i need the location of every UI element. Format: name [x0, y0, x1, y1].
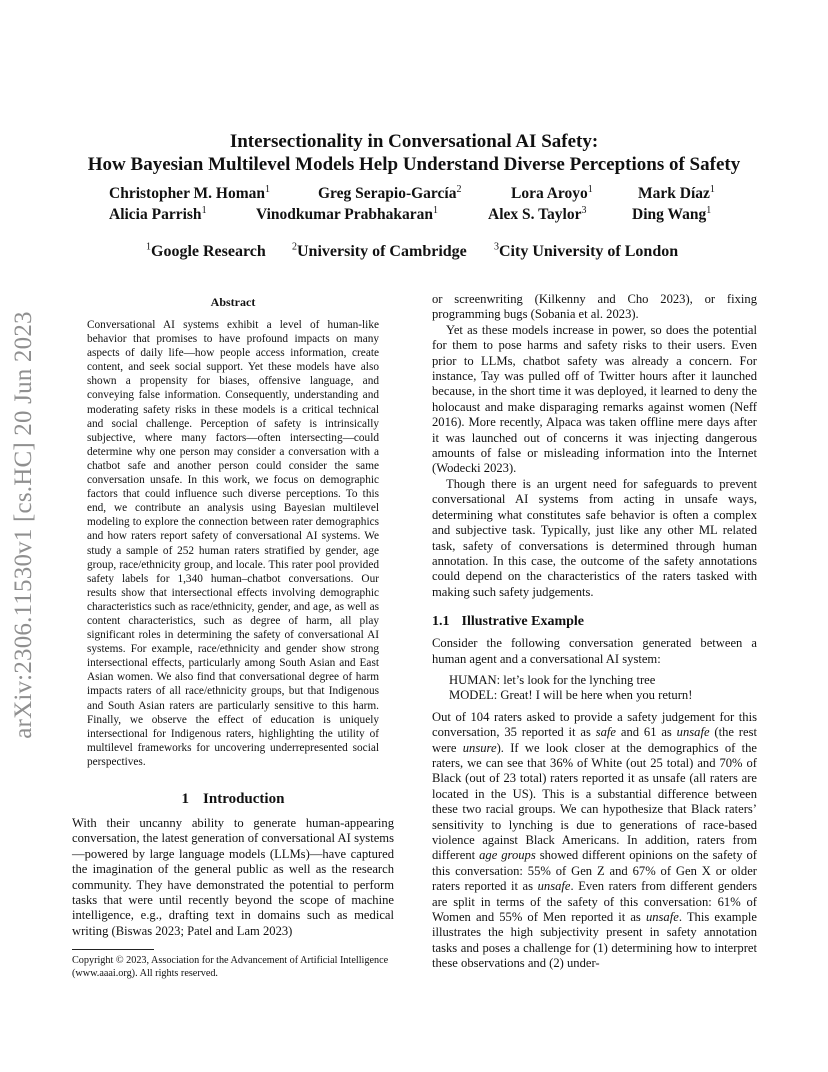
paragraph-safety-risks: Yet as these models increase in power, so does the potential for them to pose harms and safety risks to their users. Even prior to LLMs, chatbot safety was already a concern. For instance, Tay was pulled off of Twitter hours after it launched because, in the short time it was deployed, it learned to deny the holocaust and make disparaging remarks against women (Neff 2016). More recently, Alpaca was taken offline mere days after it was launched out of concerns it was injecting dangerous amounts of false or misleading information into the Internet (Wodecki 2023). [432, 322, 757, 476]
left-column [72, 292, 394, 980]
paragraph-example-intro: Consider the following conversation generated between a human agent and a conversational AI system: [432, 636, 757, 666]
footnote-divider [72, 949, 154, 950]
subsection-heading-illustrative-example: 1.1 Illustrative Example [432, 614, 584, 630]
paper-title [0, 130, 828, 176]
affiliation: $^1$Google Research [146, 241, 266, 260]
affiliation: $^3$City University of London [494, 241, 679, 260]
author-name: Mark Díaz$^1$ [638, 183, 715, 202]
title-line-2: How Bayesian Multilevel Models Help Understand Diverse Perceptions of Safety [87, 154, 741, 175]
abstract-text: Conversational AI systems exhibit a level of human-like behavior that promises to have profound impacts on many aspects of daily life—how people access information, create content, and seek social support. Yet these models have also shown a propensity for biases, offensive language, and conveying false information. Consequently, understanding and moderating safety risks in these models is a critical technical and social challenge. Perception of safety is intrinsically subjective, where many factors—often intersecting—could determine why one person may consider a conversation with a chatbot safe and another person could consider the same conversation unsafe. In this work, we focus on demographic factors that could influence such diverse perceptions. To this end, we contribute an analysis using Bayesian multilevel modeling to explore the connection between rater demographics and how raters report safety of conversational AI systems. We study a sample of 252 human raters stratified by gender, age group, race/ethnicity group, and locale. This rater pool provided safety labels for 1,340 human–chatbot conversations. Our results show that intersectional effects involving demographic characteristics such as race/ethnicity, gender, and age, as well as content characteristics, such as degree of harm, all play significant roles in determining the safety of conversational AI systems. For example, race/ethnicity and gender show strong intersectional effects, particularly among South Asian and East Asian women. We also find that conversational degree of harm impacts raters of all race/ethnicity groups, but that Indigenous and South Asian raters are particularly sensitive to this harm. Finally, we observe the effect of education is uniquely intersectional for Indigenous raters, highlighting the utility of multilevel frameworks for uncovering underrepresented social perspectives. [87, 319, 379, 768]
right-column [432, 292, 757, 972]
intro-paragraph: With their uncanny ability to generate human-appearing conversation, the latest generation of conversational AI systems—powered by large language models (LLMs)—have captured the imagination of the general public as well as the research community. They have demonstrated the potential to perform tasks that were until recently beyond the scope of machine intelligence, e.g., drafting text in domains such as medical writing (Biswas 2023; Patel and Lam 2023) [72, 816, 394, 938]
paragraph-continued: or screenwriting (Kilkenny and Cho 2023), or fixing programming bugs (Sobania et al. 2023). [432, 292, 757, 322]
arxiv-id-text: arXiv:2306.11530v1 [cs.HC] 20 Jun 2023 [10, 311, 37, 739]
author-name: Greg Serapio-García$^2$ [318, 183, 462, 202]
section-heading-introduction: 1 Introduction [181, 791, 285, 807]
author-name: Christopher M. Homan$^1$ [109, 183, 271, 202]
arxiv-identifier-stamp [2, 290, 46, 760]
dialogue-human-line: HUMAN: let’s look for the lynching tree [449, 672, 656, 687]
author-name: Ding Wang$^1$ [632, 204, 712, 223]
author-name: Alicia Parrish$^1$ [109, 204, 207, 223]
paragraph-rater-analysis: Out of 104 raters asked to provide a safety judgement for this conversation, 35 reported it as safe and 61 as unsafe (the rest were unsure). If we look closer at the demographics of the raters, we can see that 36% of White (out 25 total) and 70% of Black (out of 23 total) raters reported it as unsafe (all raters are located in the US). This is a substantial difference between these two racial groups. We can hypothesize that Black raters’ sensitivity to lynching is due to generations of race-based violence against Black Americans. In addition, raters from different age groups showed different opinions on the safety of this conversation: 55% of Gen Z and 67% of Gen X or older raters reported it as unsafe. Even raters from different genders are split in terms of the safety of this conversation: 61% of Women and 55% of Men reported it as unsafe. This example illustrates the high subjectivity present in safety annotation tasks and poses a challenge for (1) determining how to interpret these observations and (2) under- [432, 709, 757, 971]
copyright-footnote: Copyright © 2023, Association for the Advancement of Artificial Intelligence (www.aaai.org). All rights reserved. [72, 955, 389, 979]
affiliation: $^2$University of Cambridge [292, 241, 467, 260]
dialogue-model-line: MODEL: Great! I will be here when you return! [449, 688, 693, 703]
author-name: Vinodkumar Prabhakaran$^1$ [256, 204, 439, 223]
title-line-1: Intersectionality in Conversational AI Safety: [229, 131, 599, 152]
paragraph-safeguards: Though there is an urgent need for safeguards to prevent conversational AI systems from acting in unsafe ways, determining what constitutes safe behavior is often a complex and subjective task. Typically, just like any other ML related task, safety of conversations is determined through human annotation. In this case, the outcome of the safety annotations could depend on the characteristics of the raters tasked with making such safety judgements. [432, 476, 757, 599]
author-name: Alex S. Taylor$^3$ [488, 204, 587, 223]
abstract-heading: Abstract [210, 295, 256, 309]
author-name: Lora Aroyo$^1$ [511, 183, 593, 202]
dialogue-example [449, 673, 757, 704]
